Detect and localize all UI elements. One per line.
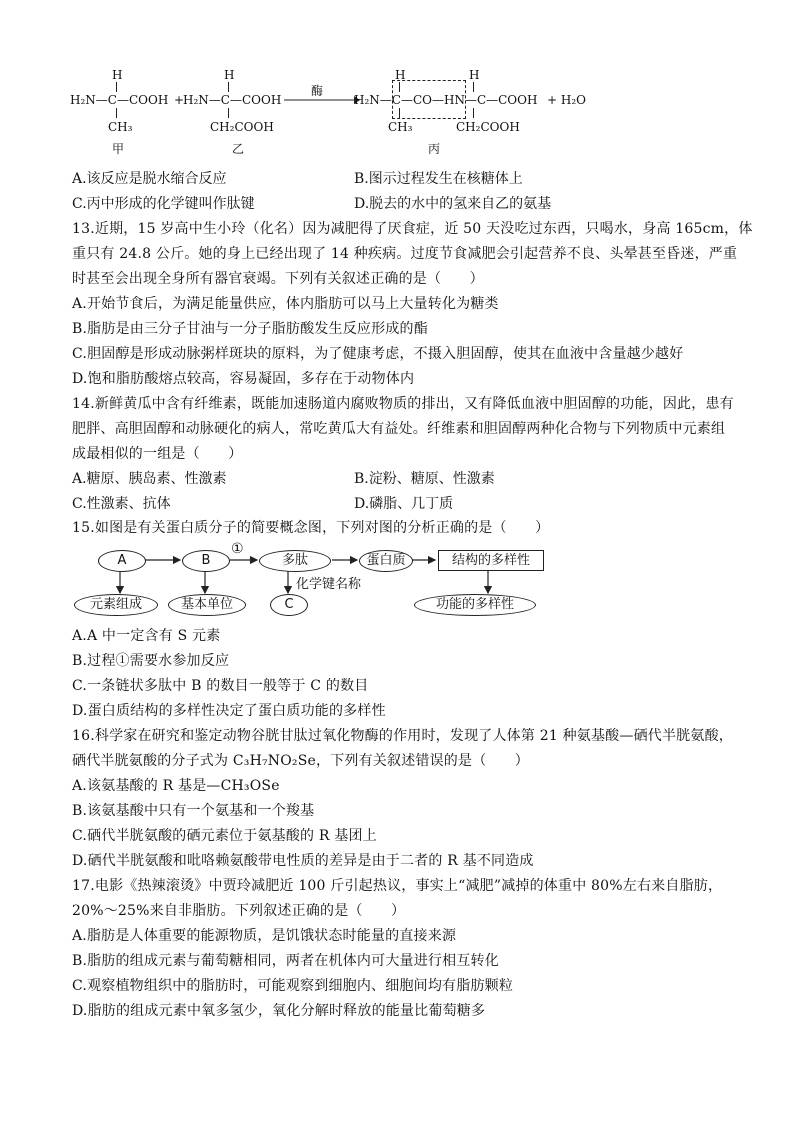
q17-stem-line: 20%～25%来自非脂肪。下列叙述正确的是（ ） bbox=[72, 903, 406, 919]
q13-option-a: A.开始节食后，为满足能量供应，体内脂肪可以马上大量转化为糖类 bbox=[72, 296, 499, 312]
bond-line bbox=[399, 108, 400, 118]
q16-option-c: C.硒代半胱氨酸的硒元素位于氨基酸的 R 基团上 bbox=[72, 828, 377, 844]
node-elements: 元素组成 bbox=[74, 594, 158, 616]
node-c: C bbox=[270, 594, 308, 616]
jia-chain: H₂N—C—COOH bbox=[70, 93, 169, 107]
q13-option-b: B.脂肪是由三分子甘油与一分子脂肪酸发生反应形成的酯 bbox=[72, 321, 428, 337]
q14-stem-line: 成最相似的一组是（ ） bbox=[72, 446, 243, 462]
bond-line bbox=[399, 82, 400, 92]
q14-stem-line: 肥胖、高胆固醇和动脉硬化的病人，常吃黄瓜大有益处。纤维素和胆固醇两种化合物与下列物质中元素组 bbox=[72, 421, 726, 437]
enzyme-label: 酶 bbox=[311, 84, 324, 98]
bond-line bbox=[473, 108, 474, 118]
node-basic-unit: 基本单位 bbox=[168, 594, 246, 616]
q13-stem-line: 时甚至会出现全身所有器官衰竭。下列有关叙述正确的是（ ） bbox=[72, 271, 484, 287]
jia-top-h: H bbox=[112, 68, 123, 82]
q13-option-c: C.胆固醇是形成动脉粥样斑块的原料，为了健康考虑，不摄入胆固醇，使其在血液中含量越少越好 bbox=[72, 346, 684, 362]
bing-water: + H₂O bbox=[547, 93, 586, 107]
q15-option-b: B.过程①需要水参加反应 bbox=[72, 653, 230, 669]
q12-option-b: B.图示过程发生在核糖体上 bbox=[354, 171, 523, 187]
bing-top-h1: H bbox=[395, 68, 406, 82]
q14-option-d: D.磷脂、几丁质 bbox=[354, 496, 454, 512]
q13-stem-line: 重只有 24.8 公斤。她的身上已经出现了 14 种疾病。过度节食减肥会引起营养不良、头晕甚至昏迷，严重 bbox=[72, 246, 738, 262]
plus-sign: + bbox=[174, 93, 185, 107]
node-function-diversity: 功能的多样性 bbox=[414, 594, 536, 616]
node-b: B bbox=[182, 550, 230, 572]
bing-chain: H₂N—C—CO—HN—C—COOH bbox=[354, 93, 538, 107]
q17-option-a: A.脂肪是人体重要的能源物质，是饥饿状态时能量的直接来源 bbox=[72, 928, 457, 944]
bond-line bbox=[228, 82, 229, 92]
bing-top-h2: H bbox=[469, 68, 480, 82]
bing-r1: CH₃ bbox=[388, 120, 413, 134]
q16-option-b: B.该氨基酸中只有一个氨基和一个羧基 bbox=[72, 803, 315, 819]
q14-stem-line: 14.新鲜黄瓜中含有纤维素，既能加速肠道内腐败物质的排出，又有降低血液中胆固醇的功能，因此，患有 bbox=[72, 396, 734, 412]
reaction-arrow bbox=[284, 94, 360, 106]
q14-option-b: B.淀粉、糖原、性激素 bbox=[354, 471, 495, 487]
node-polypeptide: 多肽 bbox=[259, 550, 331, 572]
q17-option-b: B.脂肪的组成元素与葡萄糖相同，两者在机体内可大量进行相互转化 bbox=[72, 953, 499, 969]
q12-option-a: A.该反应是脱水缩合反应 bbox=[72, 171, 227, 187]
q17-option-d: D.脂肪的组成元素中氧多氢少，氧化分解时释放的能量比葡萄糖多 bbox=[72, 1003, 486, 1019]
q16-option-a: A.该氨基酸的 R 基是—CH₃OSe bbox=[72, 778, 280, 794]
q16-option-d: D.硒代半胱氨酸和吡咯赖氨酸带电性质的差异是由于二者的 R 基不同造成 bbox=[72, 853, 534, 869]
yi-label: 乙 bbox=[232, 142, 245, 156]
q17-option-c: C.观察植物组织中的脂肪时，可能观察到细胞内、细胞间均有脂肪颗粒 bbox=[72, 978, 514, 994]
node-a: A bbox=[98, 550, 146, 572]
bond-line bbox=[116, 108, 117, 118]
q17-stem-line: 17.电影《热辣滚烫》中贾玲减肥近 100 斤引起热议，事实上“减肥”减掉的体重中 80%左右来自脂肪， bbox=[72, 878, 723, 894]
protein-concept-map bbox=[74, 543, 564, 621]
q14-option-a: A.糖原、胰岛素、性激素 bbox=[72, 471, 227, 487]
node-structure-diversity: 结构的多样性 bbox=[438, 550, 544, 571]
q15-option-a: A.A 中一定含有 S 元素 bbox=[72, 628, 221, 644]
jia-r-group: CH₃ bbox=[108, 120, 133, 134]
q15-stem: 15.如图是有关蛋白质分子的简要概念图，下列对图的分析正确的是（ ） bbox=[72, 520, 550, 536]
q15-option-c: C.一条链状多肽中 B 的数目一般等于 C 的数目 bbox=[72, 678, 369, 694]
node-protein: 蛋白质 bbox=[359, 550, 413, 572]
step-1-label: ① bbox=[231, 541, 244, 557]
q14-option-c: C.性激素、抗体 bbox=[72, 496, 171, 512]
q13-option-d: D.饱和脂肪酸熔点较高，容易凝固，多存在于动物体内 bbox=[72, 371, 415, 387]
yi-top-h: H bbox=[224, 68, 235, 82]
bing-label: 丙 bbox=[428, 142, 441, 156]
q13-stem-line: 13.近期，15 岁高中生小玲（化名）因为减肥得了厌食症，近 50 天没吃过东西，只喝水，身高 165cm，体 bbox=[72, 221, 753, 237]
dipeptide-reaction-diagram bbox=[70, 60, 590, 160]
bond-line bbox=[473, 82, 474, 92]
bond-line bbox=[116, 82, 117, 92]
q15-option-d: D.蛋白质结构的多样性决定了蛋白质功能的多样性 bbox=[72, 703, 386, 719]
yi-r-group: CH₂COOH bbox=[210, 120, 274, 134]
q16-stem-line: 16.科学家在研究和鉴定动物谷胱甘肽过氧化物酶的作用时，发现了人体第 21 种氨基酸—硒代半胱氨酸， bbox=[72, 728, 733, 744]
bond-line bbox=[228, 108, 229, 118]
q12-option-d: D.脱去的水中的氢来自乙的氨基 bbox=[354, 196, 552, 212]
jia-label: 甲 bbox=[112, 142, 125, 156]
q12-option-c: C.丙中形成的化学键叫作肽键 bbox=[72, 196, 255, 212]
bing-r2: CH₂COOH bbox=[456, 120, 520, 134]
yi-chain: H₂N—C—COOH bbox=[183, 93, 282, 107]
bond-name-label: 化学键名称 bbox=[296, 577, 362, 592]
q16-stem-line: 硒代半胱氨酸的分子式为 C₃H₇NO₂Se，下列有关叙述错误的是（ ） bbox=[72, 753, 530, 769]
